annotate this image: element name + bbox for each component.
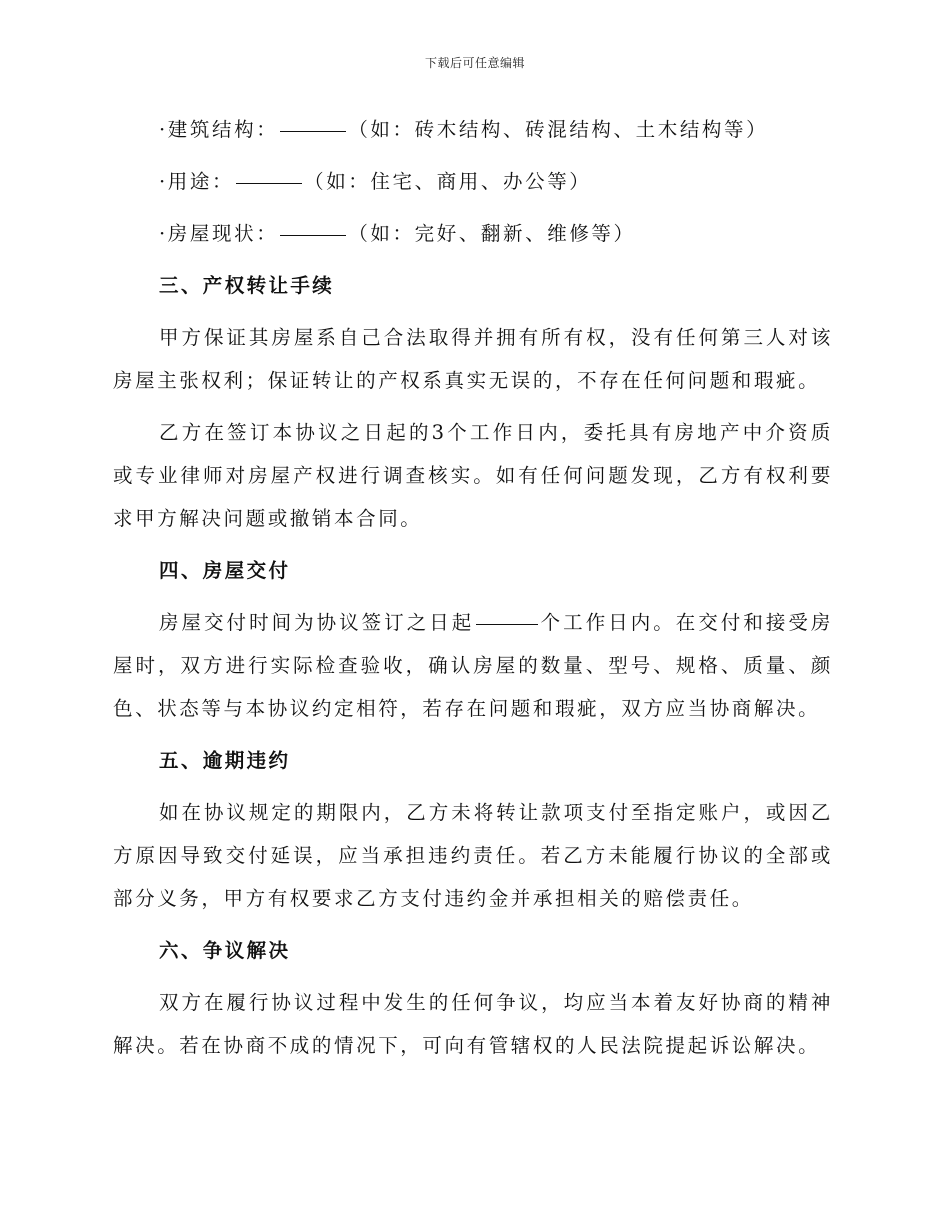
blank-field-days [476, 623, 538, 625]
section-4-text-b: 个工作日内。在交付和接受房屋时，双方进行实际检查验收，确认房屋的数量、型号、规格、质量、颜色、状态等与本协议约定相符，若存在问题和瑕疵，双方应当协商解决。 [113, 611, 833, 720]
item-usage [113, 160, 833, 203]
section-5-paragraph-1: 如在协议规定的期限内，乙方未将转让款项支付至指定账户，或因乙方原因导致交付延误，应当承担违约责任。若乙方未能履行协议的全部或部分义务，甲方有权要求乙方支付违约金并承担相关的赔偿责任。 [113, 801, 833, 910]
item-building-structure [113, 108, 833, 151]
blank-field-structure [280, 130, 346, 132]
item-building-structure-examples: （如：砖木结构、砖混结构、土木结构等） [348, 118, 769, 141]
section-4-title: 四、房屋交付 [159, 559, 291, 582]
item-house-status-examples: （如：完好、翻新、维修等） [348, 222, 636, 245]
section-6-paragraph-1: 双方在履行协议过程中发生的任何争议，均应当本着友好协商的精神解决。若在协商不成的情况下，可向有管辖权的人民法院提起诉讼解决。 [113, 991, 833, 1057]
page-header: 下载后可任意编辑 [424, 56, 525, 70]
section-4-text-a: 房屋交付时间为协议签订之日起 [159, 611, 475, 634]
section-3-paragraph-2: 乙方在签订本协议之日起的3个工作日内，委托具有房地产中介资质或专业律师对房屋产权进行调查核实。如有任何问题发现，乙方有权利要求甲方解决问题或撤销本合同。 [113, 421, 833, 530]
item-usage-label: ·用途： [159, 170, 235, 193]
item-house-status [113, 212, 833, 255]
item-house-status-label: ·房屋现状： [159, 222, 279, 245]
section-3-paragraph-1: 甲方保证其房屋系自己合法取得并拥有所有权，没有任何第三人对该房屋主张权利；保证转让的产权系真实无误的，不存在任何问题和瑕疵。 [113, 326, 833, 392]
section-5-title: 五、逾期违约 [159, 749, 291, 772]
item-usage-examples: （如：住宅、商用、办公等） [304, 170, 592, 193]
blank-field-usage [236, 182, 302, 184]
section-3-title: 三、产权转让手续 [159, 274, 335, 297]
document-body [113, 108, 833, 1076]
blank-field-status [280, 234, 346, 236]
section-4-paragraph-1 [113, 601, 833, 730]
section-6-title: 六、争议解决 [159, 939, 291, 962]
item-building-structure-label: ·建筑结构： [159, 118, 279, 141]
